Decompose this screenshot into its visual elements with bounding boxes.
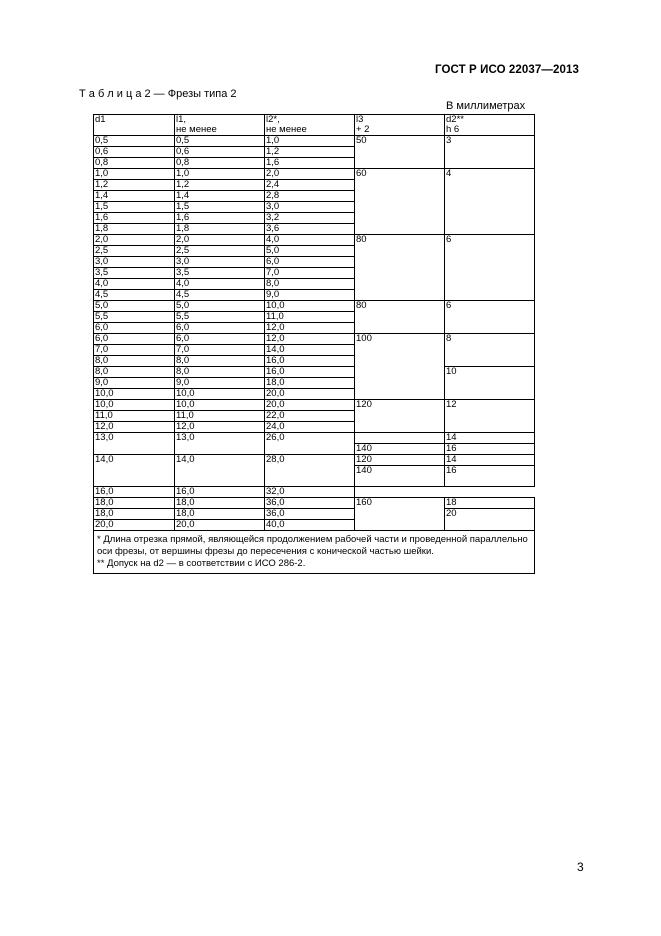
cell-l2: 20,0 <box>265 400 355 411</box>
cell-l1: 10,0 <box>175 400 265 411</box>
cell-l2: 18,0 <box>265 378 355 389</box>
cell-l2: 26,0 <box>265 433 355 455</box>
cell-l2: 1,0 <box>265 136 355 147</box>
cell-l1: 9,0 <box>175 378 265 389</box>
cell-l2: 2,0 <box>265 169 355 180</box>
table-row <box>94 509 535 520</box>
cell-l3: 140 <box>355 444 445 455</box>
cell-l1: 1,5 <box>175 202 265 213</box>
cell-d1: 7,0 <box>94 345 175 356</box>
cell-l2: 1,6 <box>265 158 355 169</box>
cell-d2: 10 <box>445 367 535 400</box>
cell-l2: 24,0 <box>265 422 355 433</box>
table-row <box>94 400 535 411</box>
cell-l2: 3,6 <box>265 224 355 235</box>
cell-l3: 120 <box>355 400 445 433</box>
cell-l3: 80 <box>355 301 445 334</box>
cell-d1: 2,0 <box>94 235 175 246</box>
cell-d2: 6 <box>445 235 535 301</box>
cell-d1: 10,0 <box>94 400 175 411</box>
cutter-dimensions-table <box>93 114 535 574</box>
table-header-row <box>94 115 535 136</box>
cell-l2: 12,0 <box>265 323 355 334</box>
table-footnotes <box>94 531 535 574</box>
cell-d1: 18,0 <box>94 509 175 520</box>
cell-d1: 12,0 <box>94 422 175 433</box>
cell-l1: 6,0 <box>175 323 265 334</box>
cell-l3: 140 <box>355 466 445 487</box>
text-line: l2*, <box>266 114 280 125</box>
cell-l1: 1,6 <box>175 213 265 224</box>
cell-d1: 1,0 <box>94 169 175 180</box>
cell-l2: 1,2 <box>265 147 355 158</box>
table-row <box>94 136 535 147</box>
cell-l3: 160 <box>355 498 445 531</box>
cell-l1: 4,0 <box>175 279 265 290</box>
cell-l2: 4,0 <box>265 235 355 246</box>
cell-d1: 14,0 <box>94 455 175 487</box>
header-cell-d1 <box>94 115 175 136</box>
cell-l2: 22,0 <box>265 411 355 422</box>
cell-d2: 16 <box>445 444 535 455</box>
cell-l1: 0,5 <box>175 136 265 147</box>
cell-l2: 3,2 <box>265 213 355 224</box>
cell-l1: 0,6 <box>175 147 265 158</box>
cell-l2: 10,0 <box>265 301 355 312</box>
cell-l3: 50 <box>355 136 445 169</box>
cell-d1: 0,6 <box>94 147 175 158</box>
table-notes-row <box>94 531 535 574</box>
cell-d1: 4,0 <box>94 279 175 290</box>
cell-l1: 1,8 <box>175 224 265 235</box>
text-line: h 6 <box>446 124 460 135</box>
cell-l2: 36,0 <box>265 509 355 520</box>
cell-l1: 16,0 <box>175 487 265 498</box>
cell-l1: 10,0 <box>175 389 265 400</box>
cell-l1: 13,0 <box>175 433 265 455</box>
cell-l1: 5,5 <box>175 312 265 323</box>
header-cell-l3 <box>355 115 445 136</box>
text-line: не менее <box>176 124 217 135</box>
cell-l3: 60 <box>355 169 445 235</box>
cell-l2: 2,4 <box>265 180 355 191</box>
table-row <box>94 301 535 312</box>
table-row <box>94 169 535 180</box>
cell-l1: 3,5 <box>175 268 265 279</box>
footnote: ** Допуск на d2 — в соответствии с ИСО 286-2. <box>97 558 306 569</box>
cell-l1: 14,0 <box>175 455 265 487</box>
table-row <box>94 334 535 345</box>
cell-l2: 11,0 <box>265 312 355 323</box>
cell-l2: 5,0 <box>265 246 355 257</box>
cell-d2: 6 <box>445 301 535 334</box>
cell-l2: 16,0 <box>265 356 355 367</box>
cell-d1: 5,0 <box>94 301 175 312</box>
cell-d1: 3,0 <box>94 257 175 268</box>
cell-l3: 80 <box>355 235 445 301</box>
cell-l1: 8,0 <box>175 367 265 378</box>
text-line: l1, <box>176 114 187 125</box>
cell-d2: 20 <box>445 509 535 531</box>
cell-d1: 13,0 <box>94 433 175 455</box>
cell-d1: 4,5 <box>94 290 175 301</box>
cell-d1: 1,2 <box>94 180 175 191</box>
cell-l3: 100 <box>355 334 445 400</box>
cell-l1: 18,0 <box>175 498 265 509</box>
cell-d1: 0,8 <box>94 158 175 169</box>
cell-d1: 16,0 <box>94 487 175 498</box>
cell-l3 <box>355 433 445 444</box>
units-label: В миллиметрах <box>446 100 526 112</box>
page-number: 3 <box>577 860 584 874</box>
cell-d1: 20,0 <box>94 520 175 531</box>
cell-d1: 11,0 <box>94 411 175 422</box>
cell-l2: 14,0 <box>265 345 355 356</box>
cell-l1: 11,0 <box>175 411 265 422</box>
cell-l2: 12,0 <box>265 334 355 345</box>
cell-d1: 6,0 <box>94 334 175 345</box>
cell-d1: 18,0 <box>94 498 175 509</box>
cell-l2: 3,0 <box>265 202 355 213</box>
cell-d1: 5,5 <box>94 312 175 323</box>
cell-d1: 0,5 <box>94 136 175 147</box>
text-line: d2** <box>446 114 464 125</box>
cell-l1: 1,2 <box>175 180 265 191</box>
cell-l1: 7,0 <box>175 345 265 356</box>
cell-l2: 16,0 <box>265 367 355 378</box>
table-row <box>94 433 535 444</box>
cell-l2: 36,0 <box>265 498 355 509</box>
cell-d1: 8,0 <box>94 367 175 378</box>
cell-d1: 3,5 <box>94 268 175 279</box>
header-cell-l1 <box>175 115 265 136</box>
cell-d2: 12 <box>445 400 535 433</box>
cell-d2: 3 <box>445 136 535 169</box>
cell-l1: 4,5 <box>175 290 265 301</box>
cell-l1: 18,0 <box>175 509 265 520</box>
cell-l2: 8,0 <box>265 279 355 290</box>
cell-d1: 6,0 <box>94 323 175 334</box>
cell-l1: 6,0 <box>175 334 265 345</box>
cell-l2: 9,0 <box>265 290 355 301</box>
footnote: * Длина отрезка прямой, являющейся продолжением рабочей части и проведенной параллельно оси фрезы, от вершины фрезы до пересечения с конической частью шейки. <box>97 534 528 557</box>
cell-d1: 1,4 <box>94 191 175 202</box>
cell-l1: 0,8 <box>175 158 265 169</box>
standard-designation: ГОСТ Р ИСО 22037—2013 <box>434 64 579 76</box>
text-line: l3 <box>356 114 364 125</box>
cell-d1: 2,5 <box>94 246 175 257</box>
cell-l1: 12,0 <box>175 422 265 433</box>
table-row <box>94 367 535 378</box>
cell-d1: 9,0 <box>94 378 175 389</box>
cell-d2: 14 <box>445 433 535 444</box>
cell-l1: 3,0 <box>175 257 265 268</box>
cell-d2: 16 <box>445 466 535 487</box>
cell-d2: 8 <box>445 334 535 367</box>
cell-l2: 2,8 <box>265 191 355 202</box>
cell-d1: 1,8 <box>94 224 175 235</box>
cell-d1: 1,5 <box>94 202 175 213</box>
cell-l2: 32,0 <box>265 487 355 498</box>
cell-d1: 10,0 <box>94 389 175 400</box>
header-cell-d2 <box>445 115 535 136</box>
table-row <box>94 235 535 246</box>
cell-l2: 28,0 <box>265 455 355 487</box>
text-line: d1 <box>95 114 106 125</box>
table-caption: Т а б л и ц а 2 — Фрезы типа 2 <box>79 88 237 100</box>
table-row <box>94 455 535 466</box>
text-line: не менее <box>266 124 307 135</box>
cell-l2: 20,0 <box>265 389 355 400</box>
cell-l3: 120 <box>355 455 445 466</box>
cell-l1: 20,0 <box>175 520 265 531</box>
cell-l1: 5,0 <box>175 301 265 312</box>
cell-l1: 8,0 <box>175 356 265 367</box>
cell-d2: 18 <box>445 498 535 509</box>
cell-l1: 2,5 <box>175 246 265 257</box>
cell-l2: 6,0 <box>265 257 355 268</box>
cell-l1: 2,0 <box>175 235 265 246</box>
cell-d2: 4 <box>445 169 535 235</box>
cell-d1: 8,0 <box>94 356 175 367</box>
cell-l1: 1,0 <box>175 169 265 180</box>
table-row <box>94 498 535 509</box>
header-cell-l2 <box>265 115 355 136</box>
cell-d2: 14 <box>445 455 535 466</box>
text-line: + 2 <box>356 124 370 135</box>
cell-l1: 1,4 <box>175 191 265 202</box>
cell-l2: 40,0 <box>265 520 355 531</box>
cell-d1: 1,6 <box>94 213 175 224</box>
cell-l2: 7,0 <box>265 268 355 279</box>
table-row <box>94 487 535 498</box>
